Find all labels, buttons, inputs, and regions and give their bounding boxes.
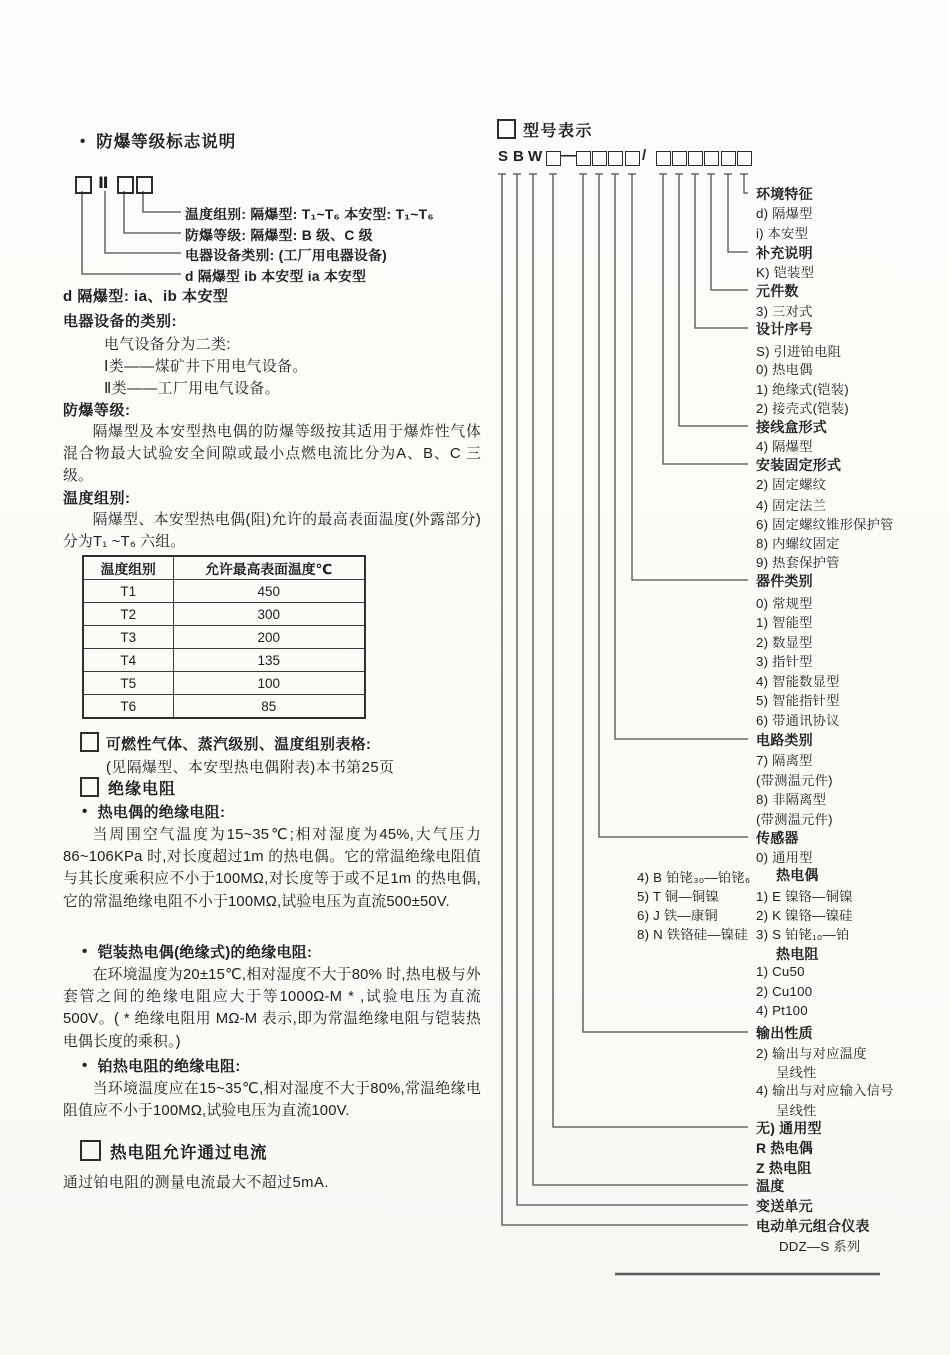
tree-option: (带测温元件) xyxy=(756,773,833,788)
cell-temp: 200 xyxy=(173,626,365,649)
code-box-icon xyxy=(75,176,92,194)
tree-group-title: 传感器 xyxy=(756,830,799,846)
series-note: DDZ—S 系列 xyxy=(779,1239,861,1254)
flammable-note-line2: (见隔爆型、本安型热电偶附表)本书第25页 xyxy=(106,760,395,776)
tree-group-title: R 热电偶 xyxy=(756,1140,813,1156)
cell-temp: 85 xyxy=(173,695,365,719)
tree-option: K) 铠装型 xyxy=(756,265,815,280)
digit-box-icon xyxy=(704,151,719,166)
tree-group-title: 补充说明 xyxy=(756,245,813,261)
tree-option: 4) 输出与对应输入信号 xyxy=(756,1083,894,1098)
digit-box-icon xyxy=(592,151,607,166)
current-heading: 热电阻允许通过电流 xyxy=(110,1144,268,1162)
cell-temp: 300 xyxy=(173,603,365,626)
col-header-max-temp: 允许最高表面温度℃ xyxy=(173,556,365,580)
tree-option: 3) 指针型 xyxy=(756,654,813,669)
tc-insulation-heading-text: 热电偶的绝缘电阻: xyxy=(97,804,226,821)
tree-option: 2) Cu100 xyxy=(756,984,813,999)
bullet-icon: • xyxy=(80,133,87,150)
armored-insulation-heading-text: 铠装热电偶(绝缘式)的绝缘电阻: xyxy=(97,944,313,961)
tree-subgroup-title: 热电偶 xyxy=(776,867,819,883)
grade-heading: 防爆等级: xyxy=(63,402,131,419)
table-row xyxy=(83,626,365,649)
tree-option: 6) 固定螺纹锥形保护管 xyxy=(756,517,894,532)
tree-group-title: 设计序号 xyxy=(756,321,813,337)
category-line: 电气设备分为二类: xyxy=(104,337,231,353)
digit-box-icon xyxy=(688,151,703,166)
box-marker-icon xyxy=(80,732,99,752)
bullet-icon: • xyxy=(82,1057,88,1074)
tree-option: i) 本安型 xyxy=(756,226,809,241)
tree-group-title: 接线盒形式 xyxy=(756,419,827,435)
bullet-icon: • xyxy=(82,943,88,960)
current-text: 通过铂电阻的测量电流最大不超过5mA. xyxy=(63,1175,329,1191)
tree-option: 7) 隔离型 xyxy=(756,753,813,768)
tree-group-title: 无) 通用型 xyxy=(756,1120,822,1136)
section-heading-exproof xyxy=(80,128,236,152)
model-letter-s: S xyxy=(498,148,509,165)
tree-group-title: Z 热电阻 xyxy=(756,1160,812,1176)
table-row xyxy=(83,672,365,695)
tc-insulation-paragraph: 当周围空气温度为15~35℃;相对湿度为45%,大气压力86~106KPa 时,对长度超过1m 的热电偶。它的常温绝缘电阻值与其长度乘积应不小于100MΩ,对长度等于或不足1m 的热电偶,它的常温绝缘电阻不小于100MΩ,试验电压为直流500±50V. xyxy=(63,827,481,910)
tree-option: 2) 固定螺纹 xyxy=(756,477,827,492)
table-row xyxy=(83,580,365,603)
cell-group: T4 xyxy=(83,649,173,672)
temp-group-heading: 温度组别: xyxy=(63,490,131,507)
tree-option: 6) 带通讯协议 xyxy=(756,713,840,728)
tree-option: 8) 非隔离型 xyxy=(756,792,827,807)
tree-option: 4) B 铂铑₃₀—铂铑₆ xyxy=(637,870,751,885)
code-box-icon xyxy=(117,176,134,194)
cell-temp: 100 xyxy=(173,672,365,695)
digit-box-icon xyxy=(546,151,561,166)
box-marker-icon xyxy=(497,119,516,139)
tree-option: 0) 通用型 xyxy=(756,850,813,865)
slash-separator: / xyxy=(642,147,647,164)
pt-insulation-paragraph: 当环境温度应在15~35℃,相对湿度不大于80%,常温绝缘电阻值应不小于100MΩ,试验电压为直流100V. xyxy=(63,1081,481,1120)
tree-option: S) 引进铂电阻 xyxy=(756,344,842,359)
tree-option: 4) Pt100 xyxy=(756,1003,808,1018)
temp-group-table xyxy=(82,555,366,719)
pt-insulation-heading-text: 铂热电阻的绝缘电阻: xyxy=(97,1058,241,1075)
box-marker-icon xyxy=(80,1140,101,1161)
cell-group: T3 xyxy=(83,626,173,649)
pt-insulation-heading xyxy=(82,1055,241,1076)
tree-option: 0) 常规型 xyxy=(756,596,813,611)
tree-option: (带测温元件) xyxy=(756,812,833,827)
diagram-label-equipment-class: 电器设备类别: (工厂用电器设备) xyxy=(185,248,388,263)
model-designation-heading: 型号表示 xyxy=(523,123,594,140)
tree-group-title: 变送单元 xyxy=(756,1198,813,1214)
tree-option: 9) 热套保护管 xyxy=(756,555,840,570)
tree-option: 1) E 镍铬—铜镍 xyxy=(756,889,853,904)
category-heading: 电器设备的类别: xyxy=(63,313,177,330)
cell-temp: 450 xyxy=(173,580,365,603)
digit-box-icon xyxy=(608,151,623,166)
tree-option: 8) N 铁铬硅—镍硅 xyxy=(637,927,748,942)
section-heading-text: 防爆等级标志说明 xyxy=(96,133,237,151)
tree-option: 2) 输出与对应温度 xyxy=(756,1046,867,1061)
armored-insulation-paragraph: 在环境温度为20±15℃,相对湿度不大于80% 时,热电极与外套管之间的绝缘电阻应大于等1000Ω-M * ,试验电压为直流500V。( * 绝缘电阻用 MΩ-M 表示,即为常温绝缘电阻与铠装热电偶长度的乘积。) xyxy=(63,967,481,1050)
cell-temp: 135 xyxy=(173,649,365,672)
temp-group-paragraph: 隔爆型、本安型热电偶(阻)允许的最高表面温度(外露部分)分为T₁ ~T₆ 六组。 xyxy=(63,512,481,551)
tree-option: d) 隔爆型 xyxy=(756,206,813,221)
tree-group-title: 温度 xyxy=(756,1178,785,1194)
tree-group-title: 元件数 xyxy=(756,283,799,299)
cell-group: T5 xyxy=(83,672,173,695)
tree-option: 2) 数显型 xyxy=(756,635,813,650)
tree-option: 3) S 铂铑₁₀—铂 xyxy=(756,927,850,942)
digit-box-icon xyxy=(625,151,640,166)
tree-group-title: 环境特征 xyxy=(756,186,813,202)
digit-box-icon xyxy=(576,151,591,166)
category-line: Ⅰ类——煤矿井下用电气设备。 xyxy=(104,359,308,375)
tree-option: 3) 三对式 xyxy=(756,304,813,319)
tree-option: 2) K 镍铬—镍硅 xyxy=(756,908,853,923)
bullet-icon: • xyxy=(82,803,88,820)
tree-group-title: 电路类别 xyxy=(756,732,813,748)
d-type-line: d 隔爆型: ia、ib 本安型 xyxy=(63,288,229,305)
table-row xyxy=(83,649,365,672)
dash-separator: — xyxy=(561,147,576,164)
flammable-note-line1: 可燃性气体、蒸汽级别、温度组别表格: xyxy=(106,737,372,753)
tree-option: 1) 绝缘式(铠装) xyxy=(756,382,849,397)
code-class-symbol: Ⅱ xyxy=(98,175,109,192)
tree-option-continued: 呈线性 xyxy=(776,1103,817,1118)
table-row xyxy=(83,603,365,626)
tree-option: 5) 智能指针型 xyxy=(756,693,840,708)
grade-paragraph: 隔爆型及本安型热电偶的防爆等级按其适用于爆炸性气体混合物最大试验安全间隙或最小点燃电流比分为A、B、C 三级。 xyxy=(63,424,481,485)
tree-option: 4) 智能数显型 xyxy=(756,674,840,689)
tc-insulation-heading xyxy=(82,801,225,822)
armored-insulation-heading xyxy=(82,941,312,962)
cell-group: T1 xyxy=(83,580,173,603)
tree-group-title: 电动单元组合仪表 xyxy=(756,1218,870,1234)
diagram-label-type: d 隔爆型 ib 本安型 ia 本安型 xyxy=(185,269,367,284)
insulation-heading: 绝缘电阻 xyxy=(108,781,177,798)
tree-option: 6) J 铁—康铜 xyxy=(637,908,718,923)
table-row xyxy=(83,695,365,719)
tree-option: 8) 内螺纹固定 xyxy=(756,536,840,551)
tree-option: 1) Cu50 xyxy=(756,964,805,979)
digit-box-icon xyxy=(672,151,687,166)
tree-option: 0) 热电偶 xyxy=(756,362,813,377)
digit-box-icon xyxy=(721,151,736,166)
tree-option: 4) 隔爆型 xyxy=(756,439,813,454)
digit-box-icon xyxy=(737,151,752,166)
tree-option: 4) 固定法兰 xyxy=(756,498,827,513)
cell-group: T2 xyxy=(83,603,173,626)
model-letter-w: W xyxy=(528,148,543,165)
tree-group-title: 安装固定形式 xyxy=(756,457,842,473)
tree-option: 5) T 铜—铜镍 xyxy=(637,889,719,904)
diagram-label-grade: 防爆等级: 隔爆型: B 级、C 级 xyxy=(185,228,373,243)
tree-group-title: 器件类别 xyxy=(756,573,813,589)
code-box-icon xyxy=(136,176,153,194)
digit-box-icon xyxy=(656,151,671,166)
table-header-row xyxy=(83,556,365,580)
tree-option: 2) 接壳式(铠装) xyxy=(756,401,849,416)
model-letter-b: B xyxy=(513,148,524,165)
tree-group-title: 输出性质 xyxy=(756,1025,813,1041)
cell-group: T6 xyxy=(83,695,173,719)
col-header-group: 温度组别 xyxy=(83,556,173,580)
tree-option: 1) 智能型 xyxy=(756,615,813,630)
tree-subgroup-title: 热电阻 xyxy=(776,946,819,962)
diagram-label-temp-group: 温度组别: 隔爆型: T₁~T₆ 本安型: T₁~T₆ xyxy=(185,207,434,222)
category-line: Ⅱ类——工厂用电气设备。 xyxy=(104,381,281,397)
box-marker-icon xyxy=(80,777,99,797)
tree-option-continued: 呈线性 xyxy=(776,1065,817,1080)
